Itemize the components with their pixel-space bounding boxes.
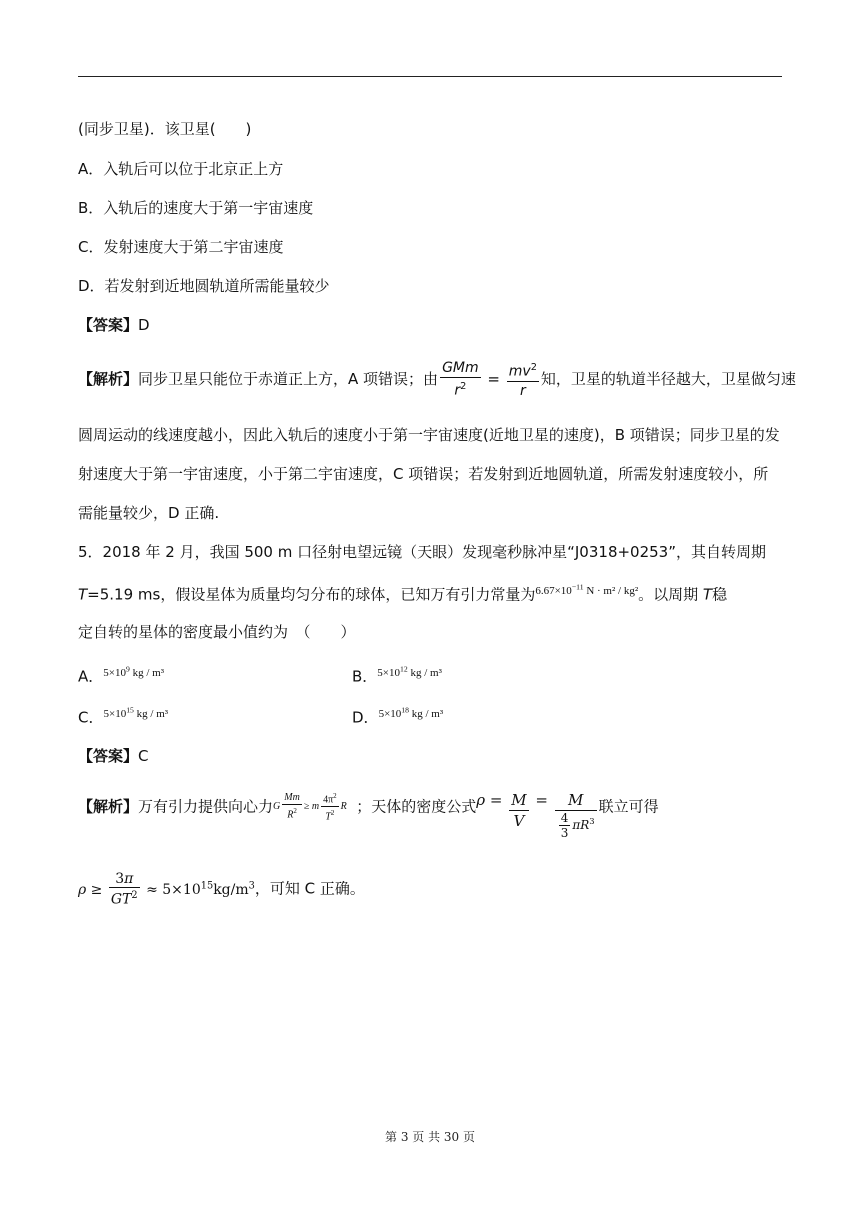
q5-stem-line2 [78,582,727,608]
answer-value: C [138,747,149,765]
q4-option-a: A．入轨后可以位于北京正上方 [78,160,284,178]
q4-option-c: C．发射速度大于第二宇宙速度 [78,238,284,256]
q5-stem-text: =5.19 ms，假设星体为质量均匀分布的球体，已知万有引力常量为 [87,585,536,604]
q4-analysis-line1: 【解析】同步卫星只能位于赤道正上方，A 项错误；由 $\frac{\text{GMm}}{r^2}$ = $\frac{mv^2}{r}$ 知，卫星的轨道半径越大，卫星做匀速 [78,360,796,399]
formula-density: ρ = $\frac{M}{V}$ = M $\frac{4}{3}$ $\pi R^3$ [476,791,595,840]
formula-gravity-inequality: G $\frac{Mm}{R^2}$ ≥ m $\frac{4\pi^2}{T^2}$ R [273,792,347,823]
q5-option-d: D．$^{5\times 10^{18} kg / m^3}$ [352,705,444,727]
header-rule [78,76,782,77]
analysis-text: 同步卫星只能位于赤道正上方，A 项错误；由 [138,370,439,388]
period-symbol-2: T [702,585,713,604]
formula-gravity-fraction: $\frac{\text{GMm}}{r^2}$ [442,360,479,399]
analysis-text: 万有引力提供向心力 [138,797,274,816]
q4-analysis-line2: 圆周运动的线速度越小，因此入轨后的速度小于第一宇宙速度(近地卫星的速度)，B 项错误；同步卫星的发 [78,426,780,444]
q4-option-b: B．入轨后的速度大于第一宇宙速度 [78,199,314,217]
answer-label: 【答案】 [78,747,139,765]
q5-stem-line3: 定自转的星体的密度最小值约为 （ ） [78,623,356,641]
q5-analysis-line2 [78,866,365,910]
formula-density-result: ρ ≥ $\frac{3\pi}{GT^2}$ ≈ $5\times 10^{15}kg/m^3$ [78,871,255,908]
analysis-label: 【解析】 [78,370,139,388]
q5-option-b: B．$^{5\times 10^{12} kg / m^3}$ [352,664,442,686]
formula-centripetal-fraction: $\frac{mv^2}{r}$ [507,359,539,400]
q5-stem-text-2: 。以周期 [638,585,703,604]
analysis-label: 【解析】 [78,797,139,816]
analysis-text-3: 联立可得 [598,797,659,816]
q4-stem-tail: (同步卫星)．该卫星( ) [78,120,252,138]
q4-analysis-line3: 射速度大于第一宇宙速度，小于第二宇宙速度，C 项错误；若发射到近地圆轨道，所需发射速度较小，所 [78,465,769,483]
q5-option-c: C．$^{5\times 10^{15} kg / m^3}$ [78,705,169,727]
period-symbol: T [78,585,88,604]
q5-answer [78,745,149,767]
q5-stem-text-3: 稳 [712,585,728,604]
q4-option-d: D．若发射到近地圆轨道所需能量较少 [78,277,330,295]
page-footer: 第 3 页 共 30 页 [385,1130,475,1144]
q4-answer [78,314,150,336]
q5-stem-line1: 5．2018 年 2 月，我国 500 m 口径射电望远镜（天眼）发现毫秒脉冲星“J0318+0253”，其自转周期 [78,543,766,561]
answer-value: D [138,316,150,334]
q4-analysis-line4: 需能量较少，D 正确. [78,504,220,522]
analysis-conclusion: ，可知 C 正确。 [254,879,365,898]
gravitational-constant: 6.67×10−11 N · m² / kg² [535,582,639,597]
analysis-text-2: ；天体的密度公式 [356,797,477,816]
analysis-text-end: 知，卫星的轨道半径越大，卫星做匀速 [540,370,796,388]
q5-option-a: A．$^{5\times 10^9 kg / m^3}$ [78,664,164,686]
q5-analysis-line1 [78,790,659,840]
answer-label: 【答案】 [78,316,139,334]
